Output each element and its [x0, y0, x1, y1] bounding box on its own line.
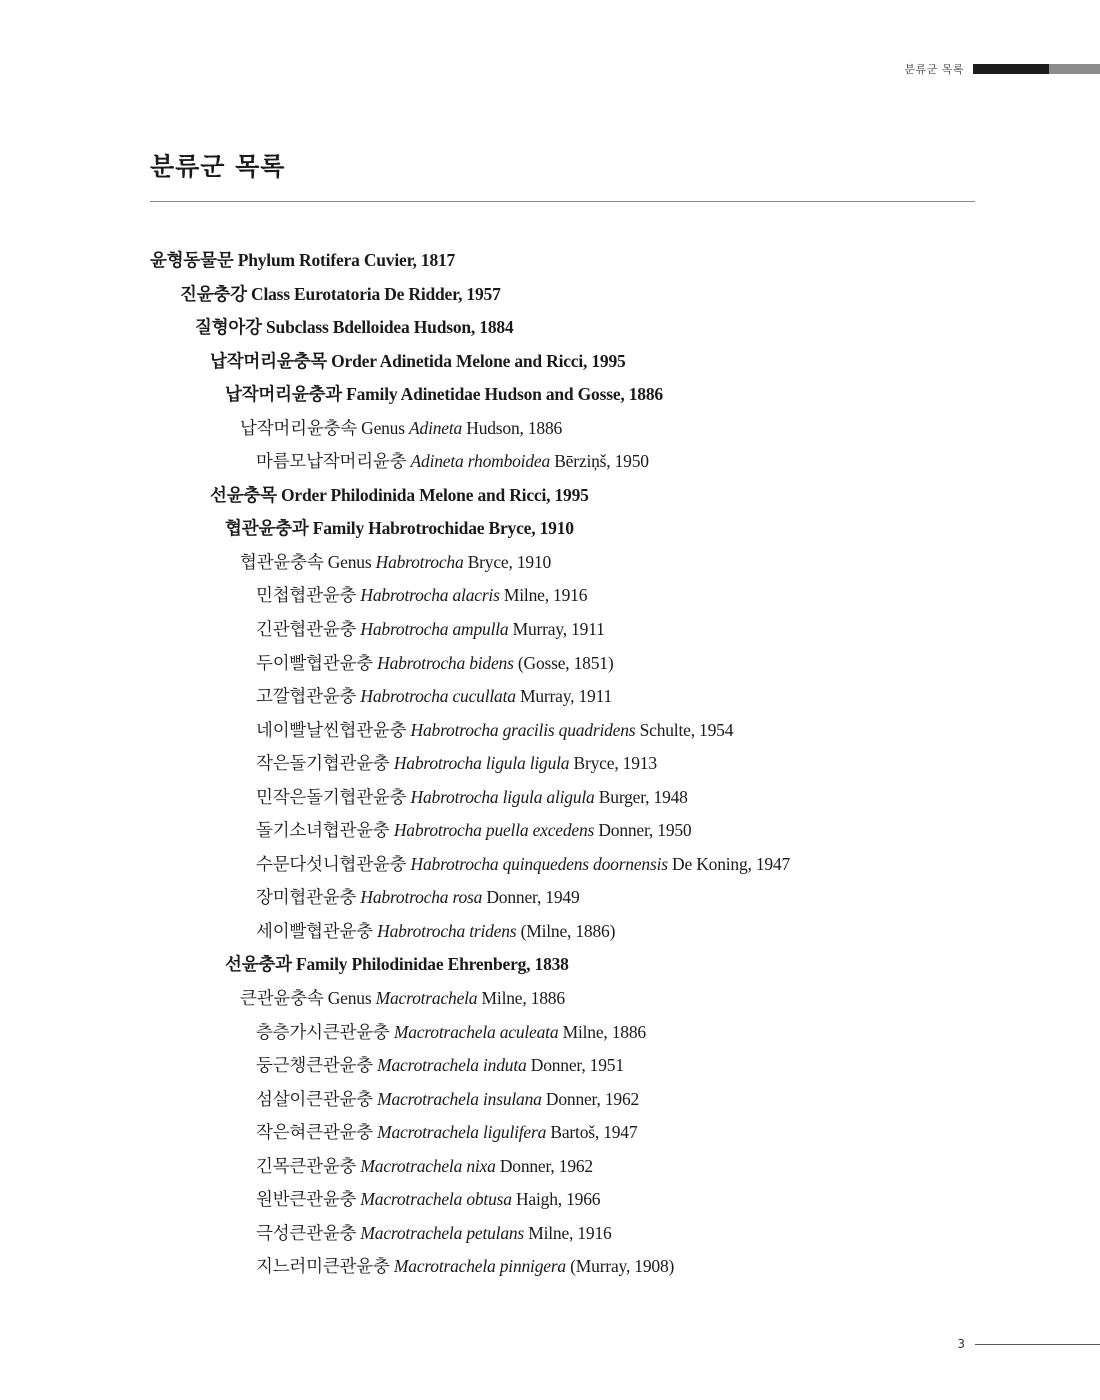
taxon-korean-name: 둥근챙큰관윤충: [256, 1056, 373, 1077]
taxon-entry: [150, 1116, 1050, 1150]
taxon-scientific-name: Habrotrocha puella excedens: [393, 820, 595, 841]
header-bar-dark: [973, 64, 1049, 74]
taxon-authority: Donner, 1950: [598, 820, 692, 841]
running-header: [904, 62, 1100, 76]
taxon-authority: Milne, 1886: [562, 1021, 646, 1042]
taxon-rank-name: Family Philodinidae: [296, 954, 444, 975]
taxon-korean-name: 긴목큰관윤충: [256, 1156, 357, 1177]
taxon-scientific-name: Habrotrocha cucullata: [360, 686, 516, 707]
taxon-authority: Bryce, 1910: [467, 551, 552, 572]
header-bar-gray: [1049, 64, 1100, 74]
taxon-rank-name: Genus: [327, 551, 372, 572]
taxon-korean-name: 선윤충목: [210, 485, 277, 506]
taxon-entry: [150, 1217, 1050, 1251]
taxon-rank-name: Family Adinetidae: [346, 384, 481, 405]
taxon-scientific-name: Habrotrocha tridens: [377, 920, 517, 941]
taxon-korean-name: 마름모납작머리윤충: [256, 452, 407, 473]
taxon-entry: [150, 948, 1050, 982]
taxon-entry: [150, 848, 1050, 882]
taxon-scientific-name: Habrotrocha gracilis quadridens: [410, 719, 636, 740]
taxon-korean-name: 세이빨협관윤충: [256, 921, 373, 942]
taxon-scientific-name: Habrotrocha rosa: [360, 887, 483, 908]
taxon-korean-name: 협관윤충과: [225, 519, 309, 540]
taxon-authority: Donner, 1962: [545, 1088, 640, 1109]
taxon-authority: (Gosse, 1851): [517, 652, 614, 673]
taxon-entry: [150, 781, 1050, 815]
taxon-entry: [150, 1150, 1050, 1184]
taxon-entry: [150, 1250, 1050, 1284]
taxon-entry: [150, 1016, 1050, 1050]
footer-rule: [975, 1344, 1100, 1345]
taxon-scientific-name: Habrotrocha: [375, 551, 464, 572]
taxon-rank-name: Order Philodinida: [281, 484, 415, 505]
taxon-entry: [150, 714, 1050, 748]
taxon-entry: [150, 311, 1050, 345]
taxon-scientific-name: Habrotrocha bidens: [377, 652, 514, 673]
taxon-scientific-name: Adineta: [409, 417, 463, 438]
taxon-scientific-name: Macrotrachela petulans: [360, 1222, 525, 1243]
taxon-authority: Hudson, 1886: [466, 417, 563, 438]
taxon-scientific-name: Adineta rhomboidea: [410, 451, 551, 472]
taxon-authority: Murray, 1911: [520, 686, 613, 707]
taxon-korean-name: 질형아강: [195, 318, 262, 339]
taxon-authority: Murray, 1911: [512, 619, 605, 640]
taxon-authority: Schulte, 1954: [639, 719, 734, 740]
taxon-entry: [150, 378, 1050, 412]
taxon-list: [150, 244, 1050, 1284]
taxon-entry: [150, 881, 1050, 915]
taxon-authority: Bryce, 1910: [488, 518, 574, 539]
taxon-authority: Milne, 1916: [503, 585, 588, 606]
taxon-scientific-name: Macrotrachela aculeata: [393, 1021, 559, 1042]
taxon-korean-name: 두이빨협관윤충: [256, 653, 373, 674]
page-title: 분류군 목록: [150, 152, 286, 181]
taxon-entry: [150, 244, 1050, 278]
taxon-scientific-name: Habrotrocha ligula ligula: [393, 753, 570, 774]
taxon-korean-name: 납작머리윤충과: [225, 385, 342, 406]
taxon-korean-name: 돌기소녀협관윤충: [256, 821, 390, 842]
taxon-authority: Hudson, 1884: [413, 317, 514, 338]
taxon-entry: [150, 278, 1050, 312]
taxon-authority: De Koning, 1947: [672, 853, 791, 874]
taxon-korean-name: 고깔협관윤충: [256, 687, 357, 708]
taxon-korean-name: 지느러미큰관윤충: [256, 1257, 390, 1278]
taxon-authority: Bērziņš, 1950: [554, 451, 649, 472]
taxon-korean-name: 층층가시큰관윤충: [256, 1022, 390, 1043]
taxon-korean-name: 선윤충과: [225, 955, 292, 976]
taxon-authority: Melone and Ricci, 1995: [455, 350, 626, 371]
taxon-authority: Donner, 1949: [486, 887, 580, 908]
taxon-korean-name: 작은돌기협관윤충: [256, 754, 390, 775]
taxon-scientific-name: Macrotrachela induta: [377, 1055, 527, 1076]
taxon-entry: [150, 479, 1050, 513]
taxon-rank-name: Class Eurotatoria: [251, 283, 381, 304]
taxon-entry: [150, 1183, 1050, 1217]
taxon-rank-name: Phylum Rotifera: [237, 250, 360, 270]
taxon-rank-name: Order Adinetida: [331, 350, 452, 371]
taxon-authority: Cuvier, 1817: [363, 250, 456, 270]
taxon-authority: Bartoš, 1947: [550, 1122, 638, 1143]
taxon-entry: [150, 747, 1050, 781]
taxon-authority: Burger, 1948: [598, 786, 688, 807]
taxon-authority: Haigh, 1966: [515, 1189, 601, 1210]
taxon-entry: [150, 1049, 1050, 1083]
taxon-entry: [150, 412, 1050, 446]
taxon-scientific-name: Macrotrachela: [375, 988, 478, 1009]
taxon-authority: Melone and Ricci, 1995: [419, 484, 589, 505]
taxon-entry: [150, 546, 1050, 580]
taxon-korean-name: 진윤충강: [180, 284, 247, 305]
taxon-entry: [150, 1083, 1050, 1117]
taxon-korean-name: 민첩협관윤충: [256, 586, 357, 607]
taxon-authority: Donner, 1951: [530, 1055, 624, 1076]
taxon-korean-name: 수문다섯니협관윤충: [256, 854, 407, 875]
taxon-entry: [150, 647, 1050, 681]
taxon-authority: Bryce, 1913: [573, 753, 657, 774]
taxon-rank-name: Genus: [361, 417, 405, 438]
taxon-entry: [150, 579, 1050, 613]
taxon-scientific-name: Habrotrocha quinquedens doornensis: [410, 853, 668, 874]
taxon-authority: Donner, 1962: [499, 1155, 593, 1176]
taxon-korean-name: 납작머리윤충목: [210, 351, 327, 372]
taxon-entry: [150, 345, 1050, 379]
taxon-korean-name: 협관윤충속: [240, 552, 324, 573]
taxon-korean-name: 윤형동물문: [150, 251, 234, 271]
taxon-scientific-name: Macrotrachela ligulifera: [377, 1122, 547, 1143]
taxon-authority: (Murray, 1908): [570, 1256, 675, 1277]
taxon-authority: Ehrenberg, 1838: [447, 954, 569, 975]
taxon-rank-name: Genus: [327, 988, 372, 1009]
taxon-authority: Hudson and Gosse, 1886: [484, 384, 663, 405]
page-number: 3: [957, 1337, 965, 1351]
taxon-korean-name: 작은혀큰관윤충: [256, 1123, 373, 1144]
taxon-korean-name: 민작은돌기협관윤충: [256, 787, 407, 808]
taxon-korean-name: 네이빨날씬협관윤충: [256, 720, 407, 741]
taxon-korean-name: 큰관윤충속: [240, 989, 324, 1010]
taxon-entry: [150, 814, 1050, 848]
taxon-scientific-name: Habrotrocha alacris: [360, 585, 500, 606]
taxon-entry: [150, 982, 1050, 1016]
taxon-scientific-name: Macrotrachela nixa: [360, 1155, 496, 1176]
taxon-rank-name: Subclass Bdelloidea: [266, 317, 410, 338]
taxon-korean-name: 원반큰관윤충: [256, 1190, 357, 1211]
taxon-entry: [150, 915, 1050, 949]
taxon-korean-name: 섬살이큰관윤충: [256, 1089, 373, 1110]
page-footer: [957, 1337, 1100, 1351]
taxon-korean-name: 납작머리윤충속: [240, 418, 357, 439]
taxon-authority: Milne, 1916: [528, 1222, 612, 1243]
taxon-scientific-name: Habrotrocha ligula aligula: [410, 786, 595, 807]
taxon-scientific-name: Habrotrocha ampulla: [360, 619, 509, 640]
taxon-entry: [150, 613, 1050, 647]
taxon-rank-name: Family Habrotrochidae: [312, 518, 485, 539]
taxon-entry: [150, 512, 1050, 546]
running-header-title: 분류군 목록: [904, 63, 964, 76]
taxon-korean-name: 장미협관윤충: [256, 888, 357, 909]
taxon-scientific-name: Macrotrachela pinnigera: [393, 1256, 566, 1277]
taxon-authority: (Milne, 1886): [520, 920, 616, 941]
taxon-korean-name: 긴관협관윤충: [256, 620, 357, 641]
taxon-scientific-name: Macrotrachela obtusa: [360, 1189, 512, 1210]
taxon-entry: [150, 445, 1050, 479]
taxon-authority: Milne, 1886: [481, 988, 565, 1009]
taxon-scientific-name: Macrotrachela insulana: [377, 1088, 542, 1109]
taxon-entry: [150, 680, 1050, 714]
taxon-authority: De Ridder, 1957: [384, 283, 501, 304]
taxon-korean-name: 극성큰관윤충: [256, 1223, 357, 1244]
title-divider: [150, 201, 975, 202]
